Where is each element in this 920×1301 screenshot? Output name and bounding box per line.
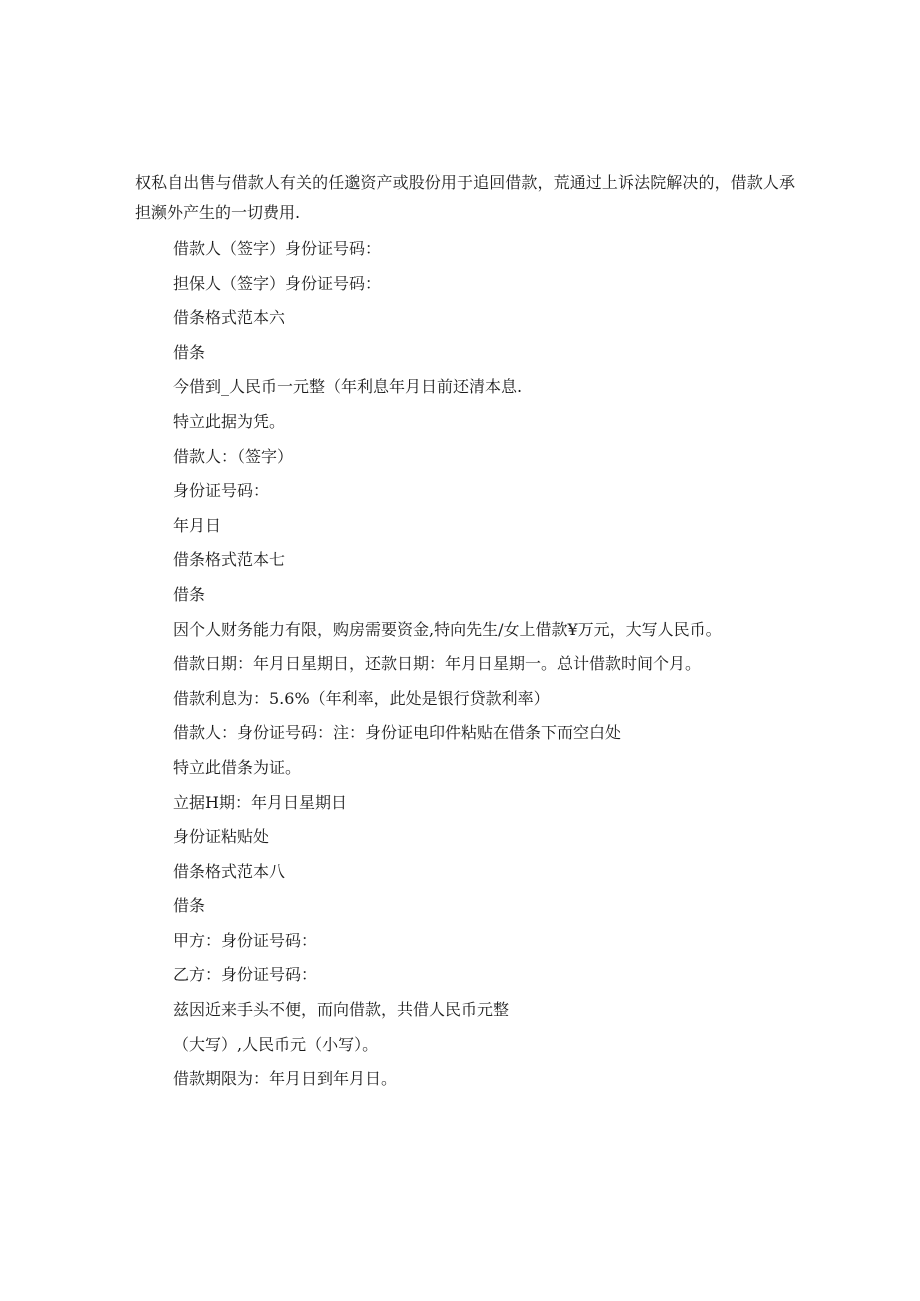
paragraph: 借款人（签字）身份证号码： [173, 239, 382, 258]
paragraph: 借款人：（签字） [173, 446, 294, 466]
paragraph: 兹因近来手头不便，而向借款，共借人民币元整 [173, 1000, 510, 1020]
paragraph: 借款期限为：年月日到年月日。 [173, 1069, 398, 1089]
paragraph: 借条 [173, 584, 206, 604]
paragraph: 身份证粘贴处 [173, 827, 270, 847]
document-body [135, 168, 795, 1097]
paragraph: 借条 [173, 896, 206, 916]
paragraph: 借条格式范本七 [173, 550, 286, 570]
paragraph: 借款人：身份证号码：注：身份证电印件粘贴在借条下而空白处 [173, 723, 622, 743]
paragraph: 借款利息为：5.6%（年利率，此处是银行贷款利率） [173, 688, 550, 708]
paragraph: 特立此据为凭。 [173, 411, 286, 431]
paragraph: 借条格式范本六 [173, 308, 286, 328]
paragraph: 年月日 [173, 515, 222, 535]
paragraph: 担保人（签字）身份证号码： [173, 273, 382, 293]
paragraph: 借条 [173, 342, 206, 362]
paragraph: 乙方：身份证号码： [173, 965, 318, 985]
paragraph: 权私自出售与借款人有关的任邈资产或股份用于追回借款，荒通过上诉法院解决的，借款人承担濒外产生的一切费用. [135, 173, 795, 222]
paragraph: 立据H期：年月日星期日 [173, 792, 347, 812]
paragraph: 今借到_人民币一元整（年利息年月日前还清本息. [173, 377, 523, 397]
paragraph: （大写）,人民币元（小写）。 [173, 1034, 379, 1054]
paragraph: 甲方：身份证号码： [173, 930, 318, 950]
paragraph: 借条格式范本八 [173, 861, 286, 881]
paragraph: 借款日期：年月日星期日，还款日期：年月日星期一。总计借款时间个月。 [173, 654, 702, 674]
paragraph: 身份证号码： [173, 481, 270, 501]
paragraph: 特立此借条为证。 [173, 757, 302, 777]
paragraph: 因个人财务能力有限，购房需要资金,特向先生/女上借款¥万元，大写人民币。 [173, 619, 722, 639]
